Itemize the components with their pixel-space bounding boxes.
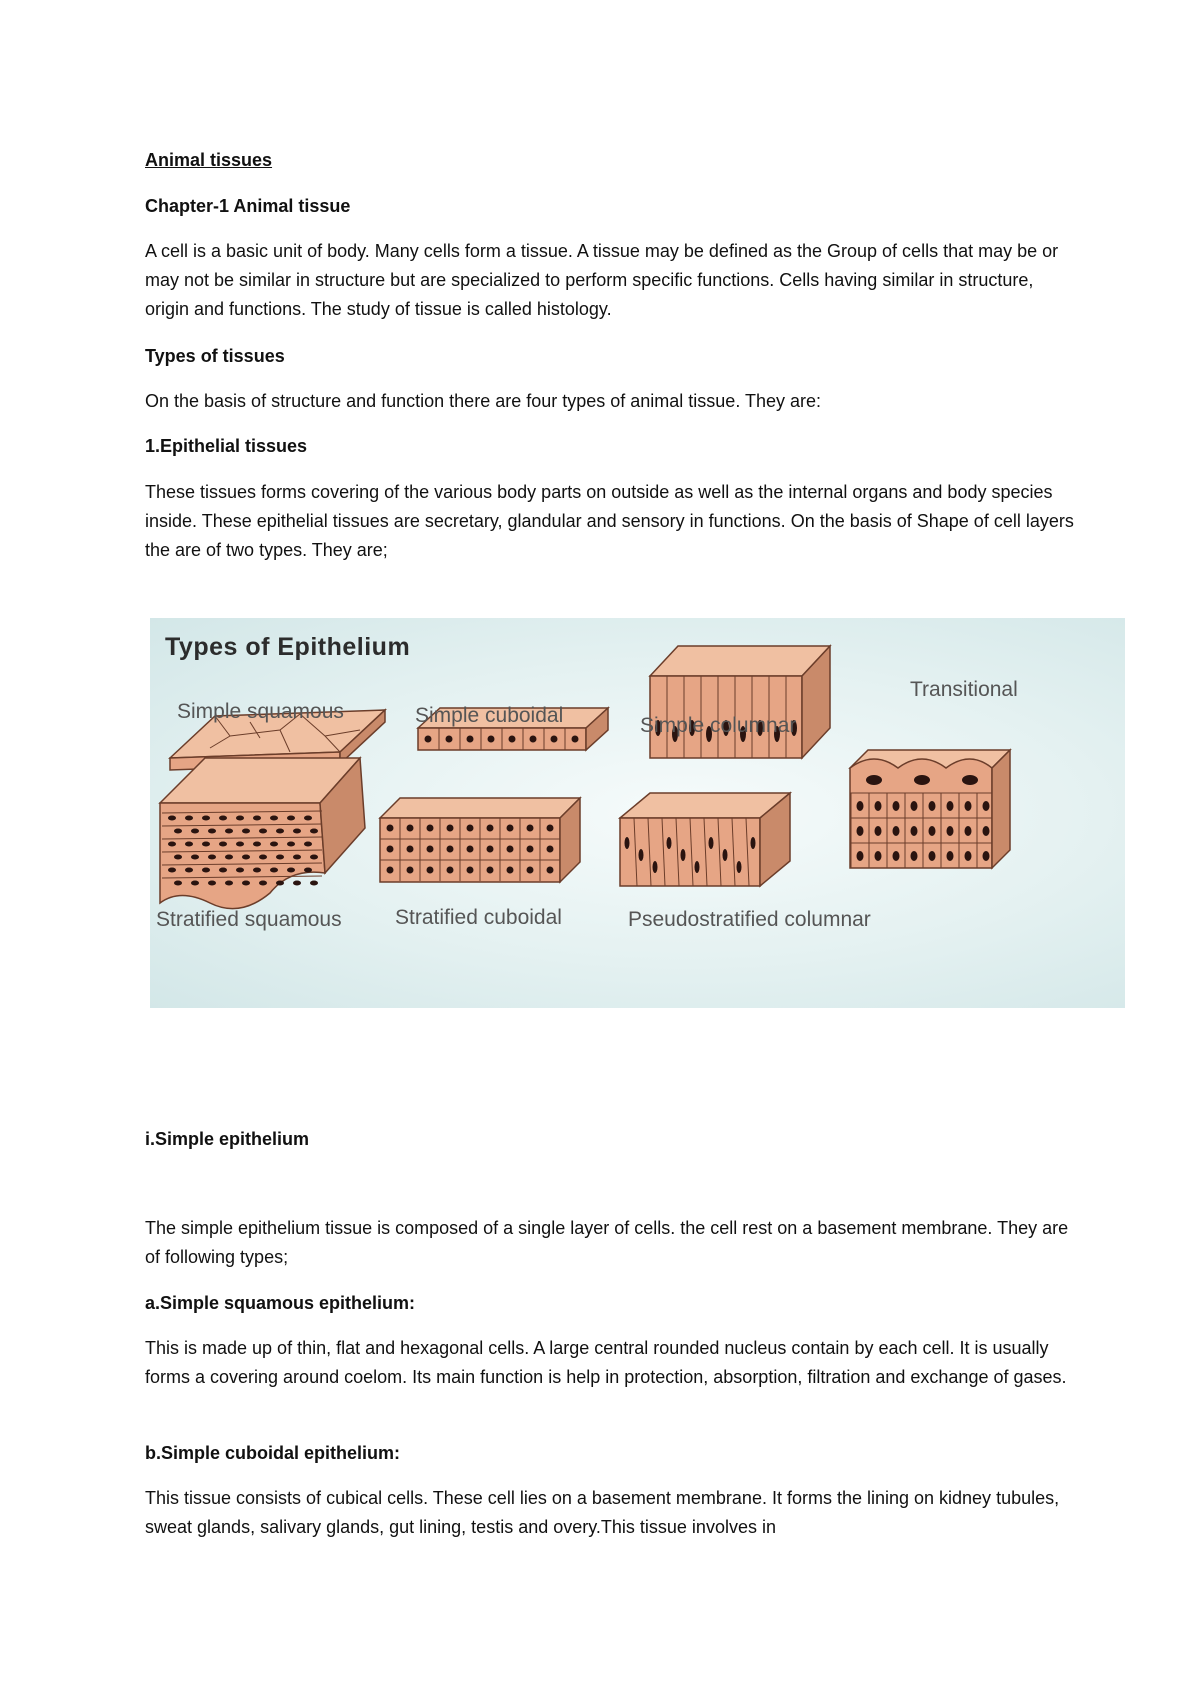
document-heading: Animal tissues	[145, 150, 273, 170]
squamous-paragraph: This is made up of thin, flat and hexagonal cells. A large central rounded nucleus contain by each cell. It is usually forms a covering around coelom. Its main function is help in protection, absorption, filtration and exchange of gases.	[145, 1338, 1067, 1387]
label-stratified-cuboidal: Stratified cuboidal	[395, 906, 562, 929]
epithelium-illustration	[150, 618, 1125, 1008]
epithelial-heading: 1.Epithelial tissues	[145, 436, 308, 456]
simple-columnar-diagram	[650, 646, 830, 758]
figure-title: Types of Epithelium	[165, 633, 411, 661]
stratified-cuboidal-diagram	[380, 798, 580, 882]
transitional-diagram	[850, 750, 1010, 868]
epithelium-figure	[150, 618, 1125, 1008]
stratified-squamous-diagram	[160, 758, 365, 909]
cuboidal-paragraph: This tissue consists of cubical cells. These cell lies on a basement membrane. It forms the lining on kidney tubules, sweat glands, salivary glands, gut lining, testis and overy.This tissue involves in	[145, 1488, 1060, 1537]
epithelial-paragraph: These tissues forms covering of the various body parts on outside as well as the internal organs and body species inside. These epithelial tissues are secretary, glandular and sensory in functions. On the basis of Shape of cell layers the are of two types. They are;	[145, 482, 1074, 560]
intro-paragraph: A cell is a basic unit of body. Many cells form a tissue. A tissue may be defined as the Group of cells that may be or may not be similar in structure but are specialized to perform specific functions. Cells having similar in structure, origin and functions. The study of tissue is called histology.	[145, 241, 1059, 319]
label-transitional: Transitional	[910, 678, 1018, 701]
pseudostratified-columnar-diagram	[620, 793, 790, 886]
label-simple-columnar: Simple columnar	[640, 714, 797, 737]
cuboidal-heading: b.Simple cuboidal epithelium:	[145, 1443, 401, 1463]
label-stratified-squamous: Stratified squamous	[156, 908, 342, 931]
label-pseudostratified-columnar: Pseudostratified columnar	[628, 908, 871, 931]
simple-epithelium-paragraph: The simple epithelium tissue is composed of a single layer of cells. the cell rest on a basement membrane. They are of following types;	[145, 1218, 1069, 1267]
types-heading: Types of tissues	[145, 346, 285, 366]
types-paragraph: On the basis of structure and function there are four types of animal tissue. They are:	[145, 391, 822, 411]
chapter-title: Chapter-1 Animal tissue	[145, 196, 351, 216]
label-simple-squamous: Simple squamous	[177, 700, 344, 723]
simple-epithelium-heading: i.Simple epithelium	[145, 1129, 310, 1149]
label-simple-cuboidal: Simple cuboidal	[415, 704, 564, 727]
squamous-heading: a.Simple squamous epithelium:	[145, 1293, 416, 1313]
